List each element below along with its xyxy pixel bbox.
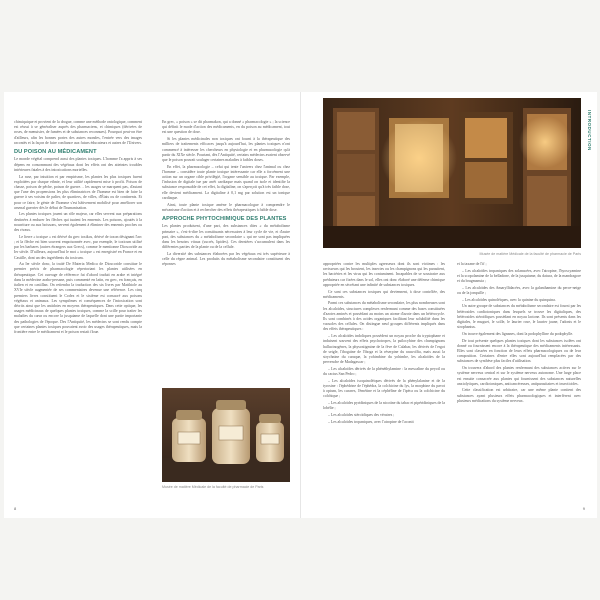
paragraph: Au Ier siècle donc, la traité De Materia Medica de Dioscoride constitue le premier précis de pharmacologie répertoriant les plantes utilisées en thérapeutique. Cet ouvrage de référence fut d'abord traduit en arabe et intégré dans la médecine arabo-persane, puis commenté en latin, en grec, en français, en italien et en castillan. On retiendra la traduction des six livres par Matthiole au XVIe siècle augmentée de ses commentaires devenue une référence. Les cinq premiers livres constituent le Codex et le sixième est consacré aux poisons végétaux et animaux. Les symptômes et conséquences de l'intoxication sont décrits ainsi que les antidotes en moyens thérapeutiques. Dans cette optique, les usages médicinaux de quelques plantes toxiques, comme la scille pour traiter les maladies du cœur ou encore la jusquiame de laquelle dont une partie importante des pathologies de l'époque. Des l'Antiquité, les médecins se sont rendu compte que certaines plantes toxiques pouvaient avoir des usages thérapeutiques, mais la frontière entre le médicament et le poison restait floue. xyxy=(14,262,142,334)
paragraph: Le monde végétal comprend aussi des plantes toxiques. L'homme l'a appris à ses dépens en consommant des végétaux dont les effets ont des atteintes troubles intérieures fatales à des intoxications mortelles. xyxy=(14,157,142,172)
paragraph: Les plantes produisent, d'une part, des substances dites « du métabolisme primaire », c'est-à-dire les constituants nécessaires à leur cycle de vie, et d'autre part, des substances du « métabolisme secondaire » qui ne sont pas impliquées dans les besoins vitaux (sucrés, lipides). Ces dernières s'accumulent dans les différentes parties de la plante ou de la cellule. xyxy=(162,224,290,250)
list-item: – Les alcaloïdes stéroïdiques des vératres ; xyxy=(328,412,395,417)
list-item: et la taxane de l'if ; xyxy=(457,262,487,266)
museum-photo xyxy=(323,98,581,248)
right-column-1 xyxy=(323,262,445,498)
list-item: – Les alcaloïdes tropaniques des solanacées, avec l'atropine, l'hyoscyamine et la scopolamine de la belladone, de la jusquiame, du datura, de la mandragore et du brugmansia ; xyxy=(457,268,581,284)
paragraph: Les plantes toxiques jouent un rôle majeur, car elles servent aux préparations destinées à endurer les flèches qui tuaient les ennemis. Les poisons, ajoutés à la nourriture ou aux boissons, servent également à éliminer des ennemis proches ou des rivaux. xyxy=(14,212,142,233)
paragraph: Ainsi, toute plante toxique amène le pharmacologue à comprendre le mécanisme d'action et à rechercher des effets thérapeutiques à faible dose. xyxy=(162,202,290,212)
list-item: – Les alcaloïdes dérivés de la phénéthylamine : la mescaline du peyotl ou du cactus San Pedro ; xyxy=(323,366,445,377)
paragraph: On trouve également des lignanes, dont la podophylline du podophylle. xyxy=(462,331,574,336)
page-number: 8 xyxy=(14,506,17,511)
photo-caption: Musée de matière Médicale de la faculté de pharmacie de Paris xyxy=(162,485,264,489)
list-item: – Les alcaloïdes pyridiniques de la nicotine du tabac et pipéridiniques de la lobélie ; xyxy=(323,401,445,411)
museum-illustration xyxy=(323,98,581,248)
paragraph: En effet, la pharmacologie – celui qui tente l'univers chez l'animal ou chez l'homme – considère toute plante toxique intéressante car elle a forcément une action sur un organe cible privilégié, l'organe sensible au toxique. Par exemple, l'infusion de digitale tue par arrêt cardiaque mais quand on isole et identifie la substance responsable de cet effet, la digitaline, on s'aperçoit qu'à très faible dose, elle devient médicament. La digitaline à 0,1 mg par solution est un tonique cardiaque. xyxy=(162,164,290,200)
paragraph: On trouvera d'abord des plantes renfermant des substances actives sur le système nerveux central et sur le système nerveux autonome. Une large place est ensuite consacrée aux plantes qui fournissent des substances naturelles anxiolytiques, cardiotoniques, anticancéreuses, antiparasitaires et insecticides. xyxy=(457,366,581,386)
list-item: – Les alcaloïdes quinoléiques, avec la quinine du quinquina. xyxy=(462,297,556,302)
paragraph: Ce sont ces substances toxiques qui deviennent, à dose contrôlée, des médicaments. xyxy=(323,289,445,299)
left-page xyxy=(4,92,300,518)
photo-caption: Musée de matière Médicale de la faculté de pharmacie de Paris xyxy=(479,252,581,256)
book-spread xyxy=(4,92,596,518)
paragraph: En grec, « poison » se dit pharmakon, qui a donné « pharmacologie » ; la science qui définit le mode d'action des médicaments, en du poison au médicament, tout est une question de dose. xyxy=(162,120,290,135)
list-item: – Les alcaloïdes indoliques possèdent un noyau proche du tryptophane et induisent souvent des effets psychotropes, la psilocybine des champignons hallucinogènes, la physostigmine de la fève de Calabar, les dérivés de l'ergot de seigle, l'ibogaïne de l'iboga et la réserpine du rauwolfia, mais aussi la strychnine du curaque, la yohimbine du yohimbe, les alcaloïdes de la pervenche de Madagascar ; xyxy=(323,334,445,365)
paragraph: Cette classification est arbitraire, car une même plante contient des substances ayant plusieurs effets pharmacologiques et interfèrent avec plusieurs médications du système nerveux. xyxy=(457,388,581,403)
paragraph: appropriées contre les multiples agresseurs dont ils sont victimes : les ravisseurs qui les broutent, les insectes ou les champignons qui les parasitent, les bactéries et les virus qui les contaminent. Incapables de se soustraire aux prédateurs car fixées dans le sol, elles ont donc élaboré une défense chimique appropriée en sécrétant une infinité de substances toxiques. xyxy=(323,262,445,287)
paragraph: Parmi ces substances du métabolisme secondaire, les plus nombreuses sont les alcaloïdes, structures complexes renfermant comme des bases constituées d'azotes aminés et possédant au moins un atome d'azote dans un hétérocycle. Ils sont combinés à des acides organiques facilitant leur solubilité dans les vacuoles des cellules. On distingue neuf groupes différents impliqués dans des effets thérapeutiques : xyxy=(323,301,445,332)
jars-illustration xyxy=(162,388,290,482)
right-column-2 xyxy=(457,262,581,498)
paragraph: La ruse, par intuition et par empirisme, les plantes les plus toxiques furent exploitées par chaque ethnie, et leur utilité rapidement mise à profit. Poison de chasse, poison de pêche, poison de guerre… les usages se marquent pas, d'autant que l'une des propensions les plus éliminatrices de l'homme est bien de faire la guerre à ses voisins de palier, de quartiers, de villes, d'États ou de continents. Et pour ce faire, le génie de l'homme s'est hâtivement mobilisé pour améliorer son arsenal guerrier dès le début de l'humanisation. xyxy=(14,174,142,210)
section-side-tab xyxy=(583,110,593,170)
jars-photo xyxy=(162,388,290,482)
section-title-poison: DU POISON AU MÉDICAMENT xyxy=(14,149,97,156)
paragraph: La diversité des substances élaborées par les végétaux est très supérieure à celle du règne animal. Les produits du métabolisme secondaire constituent des réponses xyxy=(162,251,290,267)
list-item: – Les alcaloïdes des Amaryllidacées, avec la galanthamine du perce-neige ou de la jonquille ; xyxy=(457,285,581,296)
paragraph: Un autre groupe de substances du métabolisme secondaire est fourni par les hétérosides cardiotoniques dans lesquels se trouve les digitaliques, des hétérosides stéroïdiques possédant en noyau lactone. Ils sont présents dans les digitales, le muguet, le scille, le laurier rose, le laurier jaune, l'adonis et le strophantus. xyxy=(457,304,581,330)
list-item: – Les alcaloïdes tropaniques, avec l'atropine de l'aconit xyxy=(328,419,414,424)
intro-paragraph: chimiquique et provient de la drogue, comme une méthode ontologique, comment est réussi à se généraliser auprès des pharmaciens, et chimiques (dérivées de roses, de menuisier, de fumées et de substances reconnues). Pourquoi peut-on être d'ailleurs, afin les bonnes portes des autres mondes, l'entrée vers des images racontés et la façon de faire confiance aux futurs éducateurs et autres de l'Univers. xyxy=(14,120,142,145)
left-column-1 xyxy=(14,120,142,498)
paragraph: De tout présente quelques plantes toxiques dont les substances isolées ont donné ou fournissent encore à la thérapeutique des médicaments intéressants. Elles sont classées en fonction de leurs effets pharmacologiques ou de leur composition. Certaines d'entre elles sont aujourd'hui remplacées par des substances de synthèse plus faciles d'utilisation. xyxy=(457,338,581,364)
left-column-2 xyxy=(162,120,290,382)
page-number: 9 xyxy=(582,506,585,511)
list-item: – Les alcaloïdes isoquinoléiques dérivés de la phénylalanine et de la tyrosine : l'éphédrine de l'éphédra, la colchicine du lys, la morphine du pavot à opium, les curares, l'émétine et la céphéline de l'ipéca ou la colchicine du colchique ; xyxy=(323,378,445,399)
section-title-phytochimique: APPROCHE PHYTOCHIMIQUE DES PLANTES xyxy=(162,215,287,222)
paragraph: Si les plantes médicinales non toxiques ont fourni à la thérapeutique des milliers de traitements efficaces jusqu'à aujourd'hui, les plantes toxiques n'ont commencé à intéresser les chercheurs en physiologie et en pharmacologie qu'à partir du XIXe siècle. Pourtant, dès l'Antiquité, certains médecins avaient observé que le poison pouvait soulager certaines maladies à faibles doses. xyxy=(162,137,290,162)
right-page xyxy=(300,92,597,518)
side-tab-label: INTRODUCTION xyxy=(587,110,592,151)
paragraph: Le lierre « toxique » est dérivé du grec toxikos, dérivé de toxon désignant l'arc ; et la flèche est bien souvent empoisonnée avec, par exemple, le toxicum utilisé par les barbares (autres étrangers aux Grecs), comme le mentionne Dioscoride au Ier siècle. D'ailleurs, aujourd'hui le mot « toxique » est enregistré en France et en Castille, dont un des ingrédients du toxicum. xyxy=(14,234,142,260)
